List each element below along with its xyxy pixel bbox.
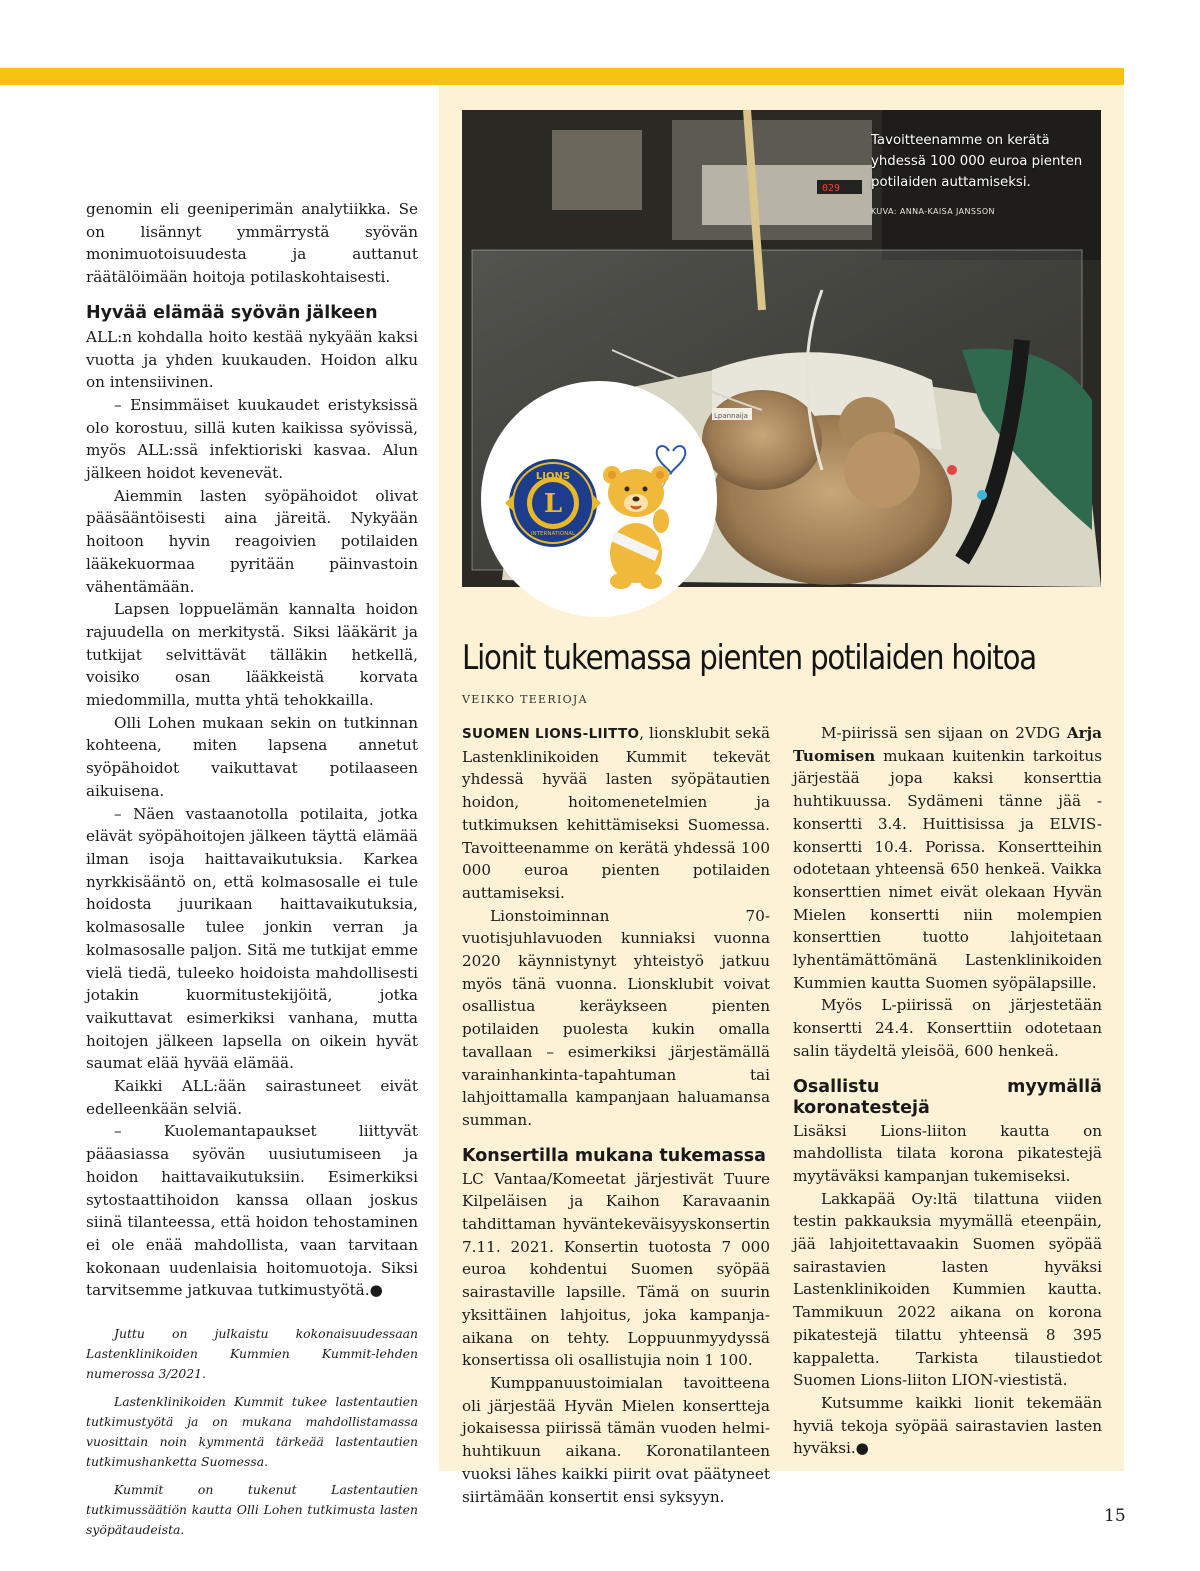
paragraph: Kutsumme kaikki lionit tekemään hyviä tekoja syöpää sairastavien lasten hyväksi.● xyxy=(793,1393,1102,1458)
article-headline: Lionit tukemassa pienten potilaiden hoitoa xyxy=(462,638,1036,678)
footnotes xyxy=(86,1324,418,1540)
paragraph: – Ensimmäiset kuukaudet eristyksissä olo korostuu, sillä kuten kaikissa syövissä, myös ALL:ssä infektioriski kasvaa. Alun jälkeen hoidot kevenevät. xyxy=(86,395,418,483)
paragraph: Kumppanuustoimialan tavoitteena oli järjestää Hyvän Mielen konsertteja jokaisessa piirissä tämän vuoden helmi-huhtikuun aikana. Koronatilanteen vuoksi lähes kaikki piirit ovat päätyneet siirtämään konsertit ensi syksyyn. xyxy=(462,1373,770,1506)
p5-pre: M-piirissä sen sijaan on 2VDG xyxy=(821,724,1067,742)
page-number: 15 xyxy=(1104,1506,1126,1526)
paragraph: Lisäksi Lions-liiton kautta on mahdollista tilata korona pikatestejä myytäväksi kampanjan tukemiseksi. xyxy=(793,1121,1102,1185)
article-byline: VEIKKO TEERIOJA xyxy=(462,693,588,706)
lions-and-teddy-illustration xyxy=(481,381,717,617)
lead-caps: SUOMEN LIONS-LIITTO xyxy=(462,726,640,742)
paragraph: Lapsen loppuelämän kannalta hoidon rajuudella on merkitystä. Siksi lääkärit ja tutkijat selvittävät tälläkin hetkellä, voisiko osan lääkkeistä korvata miedommilla, mutta yhtä tehokkailla. xyxy=(86,600,418,710)
paragraph: Kaikki ALL:ään sairastuneet eivät edelleenkään selviä. xyxy=(86,1077,418,1118)
section-heading-concert: Konsertilla mukana tukemassa xyxy=(462,1145,766,1166)
wristband-tag: Lpannaija xyxy=(714,412,748,420)
lead-text: , lionsklubit sekä Lastenklinikoiden Kummit tekevät yhdessä hyvää lasten syöpätautien hoidon, hoitomenetelmien ja tutkimuksen kehittämiseksi Suomessa. Tavoitteenamme on kerätä yhdessä 100 000 euroa pienten potilaiden auttamiseksi. xyxy=(462,724,770,902)
lions-logo-top-text: LIONS xyxy=(535,471,571,482)
lions-logo-letter: L xyxy=(543,489,563,519)
teddy-bear-mascot xyxy=(603,446,685,589)
footnote: Kummit on tukenut Lastentautien tutkimussäätiön kautta Olli Lohen tutkimusta lasten syöpätaudeista. xyxy=(86,1482,418,1538)
paragraph: Olli Lohen mukaan sekin on tutkinnan kohteena, miten lapsena annetut syöpähoidot vaikuttavat potilaaseen aikuisena. xyxy=(86,713,418,800)
paragraph: – Näen vastaanotolla potilaita, jotka elävät syöpähoitojen jälkeen täyttä elämää ilman isoja haittavaikutuksia. Karkea nyrkkisääntö on, että kolmasosalle ei tule hoidosta juurikaan haittavaikutuksia, kolmasosalle tulee jonkin verran ja kolmasosalle paljon. Sitä me tutkijat emme vielä tiedä, tuleeko hoidoista mahdollisesti jotakin kuormitustekijöitä, jotka vaikuttavat esimerkiksi vanhana, mutta hoitojen jälkeen lapsella on oikein hyvät saumat elää hyvää elämää. xyxy=(86,804,418,1073)
footnote: Lastenklinikoiden Kummit tukee lastentautien tutkimustyötä ja on mukana mahdollistamassa vuosittain noin kymmentä tärkeää lastentautien tutkimushanketta Suomessa. xyxy=(86,1394,418,1470)
paragraph: Aiemmin lasten syöpähoidot olivat pääsääntöisesti aina järeitä. Nykyään hoitoon hyvin reagoivien potilaiden lääkekuormaa pyritään päinvastoin vähentämään. xyxy=(86,486,418,596)
paragraph: Lakkapää Oy:ltä tilattuna viiden testin pakkauksia myymällä eteenpäin, jää lahjoitettavaakin Suomen syöpää sairastavien lasten hyväksi Lastenklinikoiden Kummien kautta. Tammikuun 2022 aikana on korona pikatestejä tilattu yhteensä 8 395 kappaletta. Tarkista tilaustiedot Suomen Lions-liiton LION-viestistä. xyxy=(793,1189,1102,1390)
paragraph: Lionstoiminnan 70-vuotisjuhlavuoden kunniaksi vuonna 2020 käynnistynyt yhteistyö jatkuu myös tänä vuonna. Lionsklubit voivat osallistua keräykseen pienten potilaiden puolesta kukin omalla tavallaan – esimerkiksi järjestämällä varainhankinta-tapahtuman tai lahjoittamalla kampanjaan haluamansa summan. xyxy=(462,906,770,1129)
footnote: Juttu on julkaistu kokonaisuudessaan Lastenklinikoiden Kummien Kummit-lehden numerossa 3/2021. xyxy=(86,1326,418,1382)
lions-logo xyxy=(505,459,601,547)
paragraph: ALL:n kohdalla hoito kestää nykyään kaksi vuotta ja yhden kuukauden. Hoidon alku on intensiivinen. xyxy=(86,327,418,392)
monitor-readout: 029 xyxy=(822,183,841,194)
photo-credit: KUVA: ANNA-KAISA JANSSON xyxy=(871,207,995,216)
top-accent-bar xyxy=(0,68,1124,85)
paragraph xyxy=(793,722,1102,994)
person-name: Arja Tuomisen xyxy=(793,724,1102,765)
p5-post: mukaan kuitenkin tarkoitus järjestää jopa kaksi konserttia huhtikuussa. Sydämeni tänne jää -konsertti 3.4. Huittisissa ja ELVIS-konsertti 10.4. Porissa. Konsertteihin odotetaan yhteensä 650 henkeä. Vaikka konserttien nimet eivät olekaan Hyvän Mielen konsertti niin molempien konserttien tuotto lahjoitetaan lyhentämättömänä Lastenklinikoiden Kummien kautta Suomen syöpälapsille. xyxy=(793,746,1102,992)
logo-circle xyxy=(481,381,717,617)
section-heading-tests: Osallistu myymällä koronatestejä xyxy=(793,1076,1102,1118)
article-column-1 xyxy=(462,722,770,1508)
paragraph: Myös L-piirissä on järjestetään konsertti 24.4. Konserttiin odotetaan salin täydeltä yleisöä, 600 henkeä. xyxy=(793,996,1102,1060)
paragraph: LC Vantaa/Komeetat järjestivät Tuure Kilpeläisen ja Kaihon Karavaanin tahdittaman hyväntekeväisyyskonsertin 7.11. 2021. Konsertin tuotosta 7 000 euroa kohdentui Suomen syöpää sairastaville lapsille. Tämä on suurin yksittäinen lahjoitus, joka kampanja-aikana on tehty. Loppuunmyydyssä konsertissa oli osallistujia noin 1 100. xyxy=(462,1169,770,1370)
lead-paragraph xyxy=(462,722,770,905)
article-column-2 xyxy=(793,722,1102,1460)
photo-caption: Tavoitteenamme on kerätä yhdessä 100 000 euroa pienten potilaiden auttamiseksi. xyxy=(871,133,1083,190)
intro-paragraph: genomin eli geeniperimän analytiikka. Se on lisännyt ymmärrystä syövän monimuotoisuudesta ja auttanut räätälöimään hoitoja potilaskohtaisesti. xyxy=(86,200,418,287)
paragraph: – Kuolemantapaukset liittyvät pääasiassa syövän uusiutumiseen ja hoidon haittavaikutuksiin. Esimerkiksi sytostaattihoidon kanssa ollaan joskus siinä tilanteessa, että hoidon tehostaminen ei ole enää mahdollista, vaan tarvitaan kokonaan uudenlaisia hoitomuotoja. Siksi tarvitsemme jatkuvaa tutkimustyötä.● xyxy=(86,1122,418,1300)
section-heading-good-life: Hyvää elämää syövän jälkeen xyxy=(86,302,378,323)
left-column xyxy=(86,198,418,1548)
lions-logo-bottom-text: INTERNATIONAL xyxy=(530,531,576,537)
